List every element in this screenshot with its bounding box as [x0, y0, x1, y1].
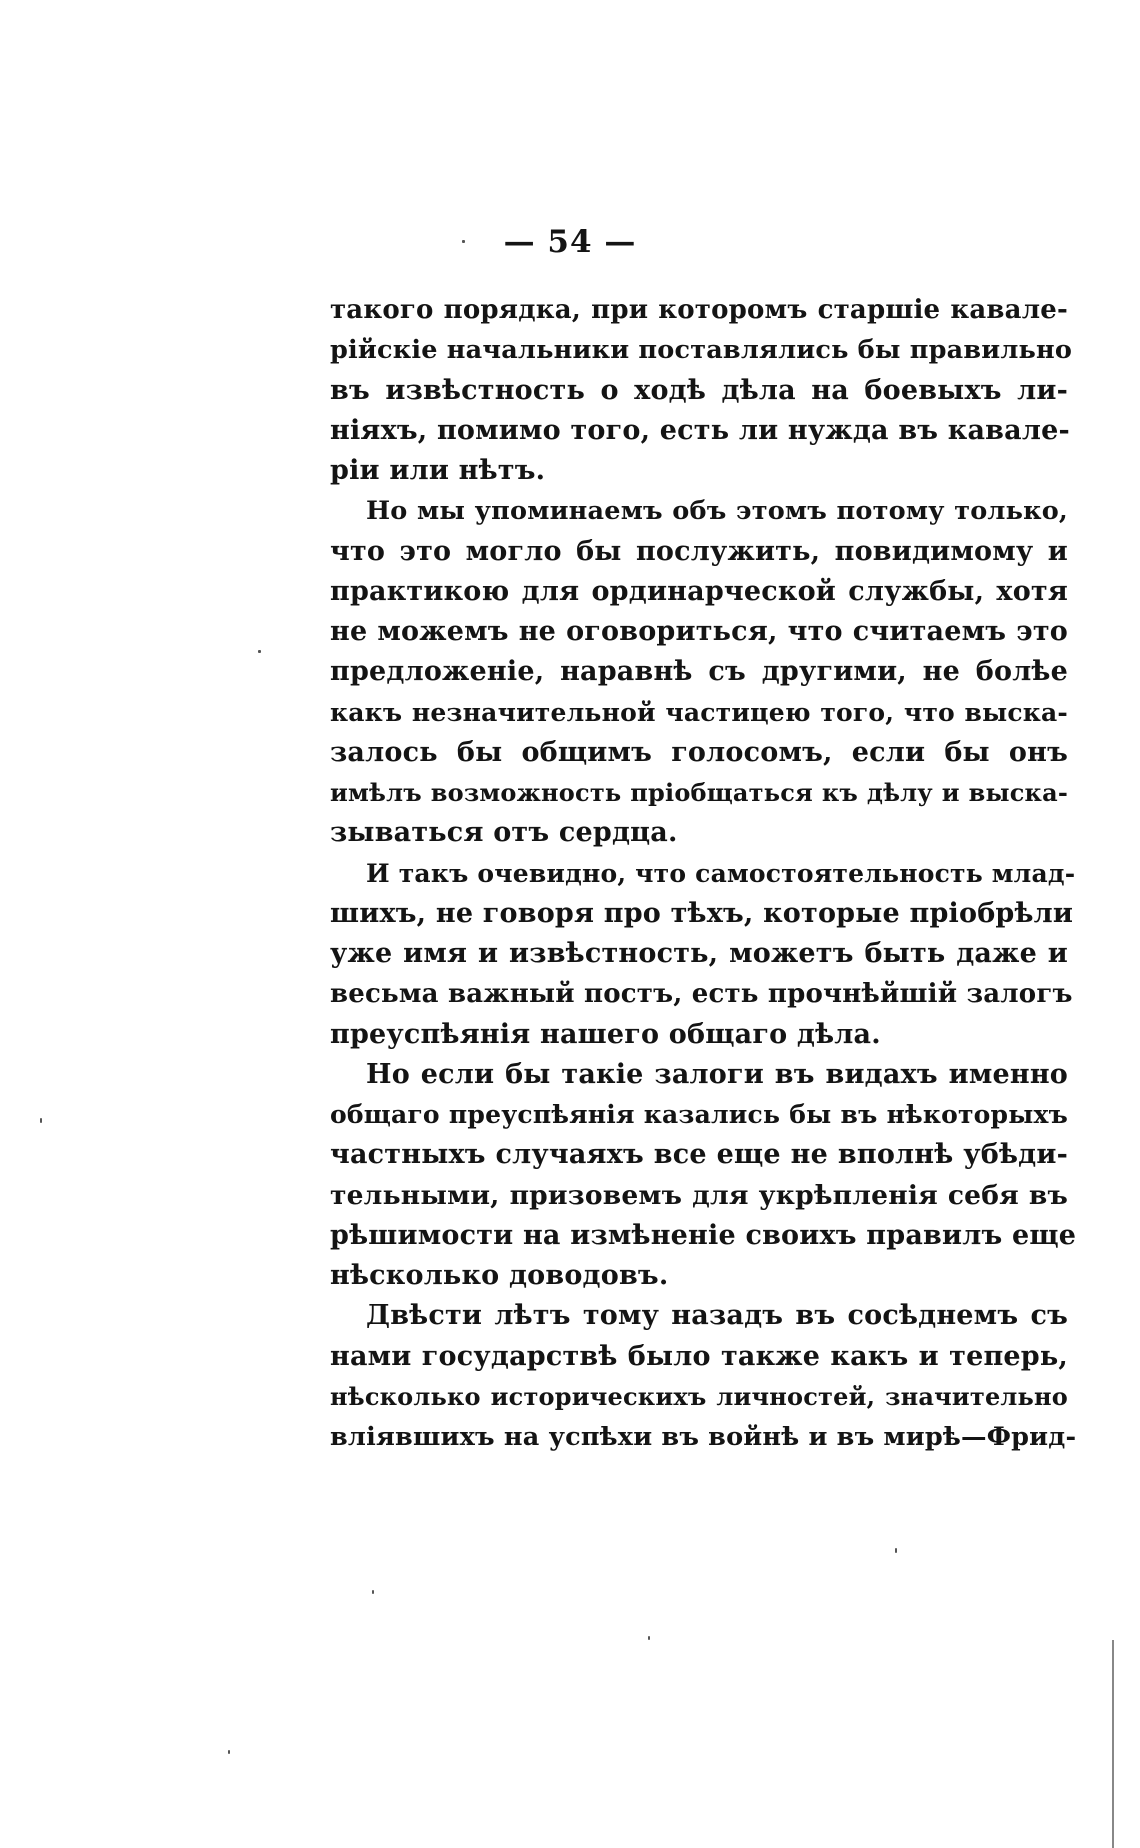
scan-speck [895, 1548, 897, 1553]
scan-speck [228, 1750, 230, 1754]
text-line: ріи или нѣтъ. [330, 455, 546, 486]
text-line: рійскіе начальники поставлялись бы правильно [330, 335, 1073, 366]
text-line: нѣсколько историческихъ личностей, значительно [330, 1381, 1068, 1411]
page-number: — 54 — [503, 224, 637, 260]
text-line: весьма важный постъ, есть прочнѣйшій залогъ [330, 979, 1073, 1010]
text-line: рѣшимости на измѣненіе своихъ правилъ еще [330, 1219, 1077, 1251]
text-line: шихъ, не говоря про тѣхъ, которые пріобрѣли [330, 897, 1074, 929]
text-line: не можемъ не оговориться, что считаемъ это [330, 616, 1068, 647]
text-line: залось бы общимъ голосомъ, если бы онъ [330, 736, 1068, 768]
scan-edge [1112, 1640, 1114, 1848]
text-line: такого порядка, при которомъ старшіе кавале- [330, 295, 1068, 325]
text-line: нами государствѣ было также какъ и теперь, [330, 1340, 1068, 1372]
scan-speck [462, 240, 465, 243]
text-line: зываться отъ сердца. [330, 817, 678, 849]
text-line: частныхъ случаяхъ все еще не вполнѣ убѣди- [330, 1139, 1068, 1171]
text-line: вліявшихъ на успѣхи въ войнѣ и въ мирѣ—Фрид- [330, 1422, 1077, 1452]
scan-speck [40, 1118, 42, 1123]
body-text [330, 290, 1077, 1457]
scan-speck [648, 1636, 650, 1640]
text-line: общаго преуспѣянія казались бы въ нѣкоторыхъ [330, 1100, 1068, 1129]
text-line: что это могло бы послужить, повидимому и [330, 535, 1068, 567]
text-line: И такъ очевидно, что самостоятельность млад- [366, 858, 1076, 888]
text-line: имѣлъ возможность пріобщаться къ дѣлу и выска- [330, 778, 1068, 807]
text-line: Двѣсти лѣтъ тому назадъ въ сосѣднемъ съ [366, 1300, 1068, 1332]
text-line: тельными, призовемъ для укрѣпленія себя въ [330, 1179, 1068, 1211]
text-line: уже имя и извѣстность, можетъ быть даже и [330, 938, 1068, 969]
text-line: въ извѣстность о ходѣ дѣла на боевыхъ ли- [330, 374, 1068, 406]
text-line: ніяхъ, помимо того, есть ли нужда въ кавале- [330, 414, 1070, 446]
scan-speck [372, 1590, 374, 1594]
scan-speck [258, 650, 261, 653]
text-line: Но мы упоминаемъ объ этомъ потому только, [366, 496, 1068, 527]
text-line: преуспѣянія нашего общаго дѣла. [330, 1018, 881, 1050]
text-line: Но если бы такіе залоги въ видахъ именно [366, 1058, 1068, 1090]
text-line: практикою для ординарческой службы, хотя [330, 575, 1068, 607]
text-line: предложеніе, наравнѣ съ другими, не болѣе [330, 656, 1068, 688]
text-line: нѣсколько доводовъ. [330, 1260, 669, 1291]
text-line: какъ незначительной частицею того, что выска- [330, 697, 1068, 727]
